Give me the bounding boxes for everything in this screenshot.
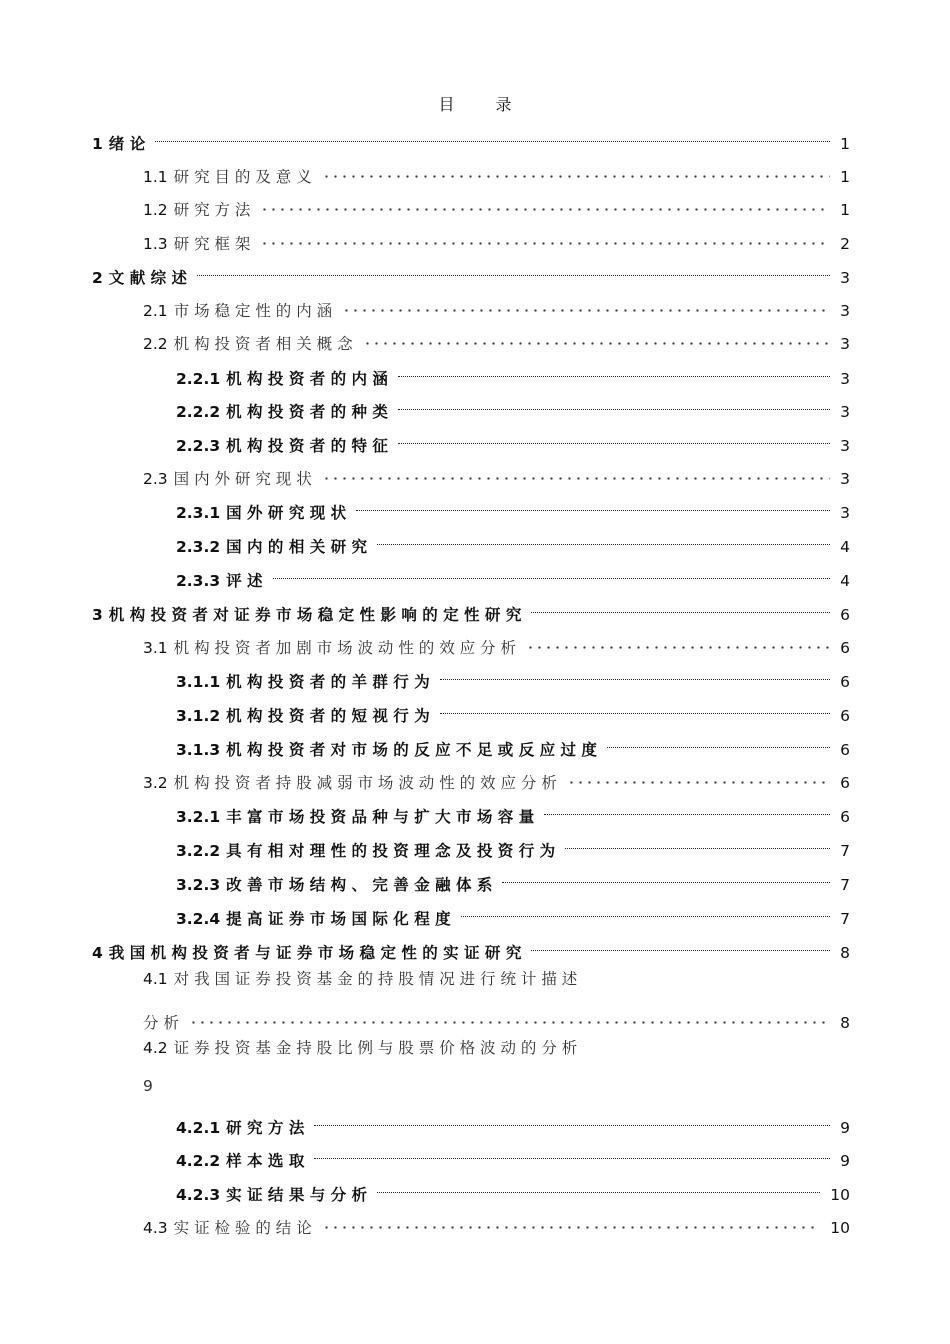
toc-entry[interactable]	[176, 899, 850, 928]
toc-entry-page: 3	[840, 269, 850, 287]
toc-entry[interactable]	[176, 865, 850, 894]
toc-entry-title: 提 高 证 券 市 场 国 际 化 程 度	[226, 910, 451, 928]
toc-entry-number: 3.1	[143, 639, 168, 657]
toc-entry-title: 机 构 投 资 者 的 种 类	[226, 403, 388, 421]
toc-entry[interactable]	[176, 662, 850, 691]
dot-leader	[502, 858, 830, 883]
toc-entry-title: 机 构 投 资 者 对 市 场 的 反 应 不 足 或 反 应 过 度	[226, 741, 597, 759]
toc-entry-title: 国 内 的 相 关 研 究	[226, 538, 368, 556]
toc-entry[interactable]	[92, 933, 850, 962]
dot-leader	[342, 292, 830, 316]
toc-entry-title: 实 证 检 验 的 结 论	[173, 1219, 312, 1237]
toc-entry[interactable]	[143, 629, 850, 657]
dot-leader	[189, 1004, 830, 1028]
toc-entry-number: 1.1	[143, 168, 168, 186]
toc-entry-number: 3.1.3	[176, 741, 221, 759]
toc-entry[interactable]	[143, 158, 850, 186]
toc-entry-page: 8	[840, 944, 850, 962]
toc-entry-title: 丰 富 市 场 投 资 品 种 与 扩 大 市 场 容 量	[226, 808, 535, 826]
dot-leader	[607, 723, 830, 748]
toc-entry-page: 3	[840, 504, 850, 522]
toc-entry-number: 2.1	[143, 302, 168, 320]
toc-entry-number: 2.2.1	[176, 370, 221, 388]
dot-leader	[322, 158, 830, 182]
toc-entry[interactable]	[143, 292, 850, 320]
toc-entry-number: 3.2	[143, 774, 168, 792]
toc-entry-page: 6	[840, 774, 850, 792]
toc-entry-number: 1.3	[143, 235, 168, 253]
toc-entry-title: 机 构 投 资 者 加 剧 市 场 波 动 性 的 效 应 分 析	[173, 639, 516, 657]
toc-entry[interactable]	[176, 730, 850, 759]
toc-entry-continuation[interactable]	[143, 1074, 850, 1098]
toc-entry[interactable]	[176, 1108, 850, 1137]
toc-entry[interactable]	[143, 764, 850, 792]
dot-leader	[356, 486, 830, 511]
toc-entry-title: 样 本 选 取	[226, 1152, 305, 1170]
toc-entry-page: 6	[840, 741, 850, 759]
toc-entry-number: 4.2.2	[176, 1152, 221, 1170]
toc-entry[interactable]	[143, 225, 850, 253]
toc-entry-page: 2	[840, 235, 850, 253]
toc-entry-number: 3.2.3	[176, 876, 221, 894]
toc-entry-number: 3.2.1	[176, 808, 221, 826]
toc-title: 目 录	[438, 95, 530, 114]
toc-entry-title: 实 证 结 果 与 分 析	[226, 1186, 368, 1204]
toc-entry-number: 4.3	[143, 1219, 168, 1237]
toc-entry-title: 国 外 研 究 现 状	[226, 504, 347, 522]
toc-entry-page: 3	[840, 335, 850, 353]
toc-entry[interactable]	[176, 1175, 850, 1204]
toc-entry-number: 2	[92, 269, 103, 287]
dot-leader	[398, 419, 830, 444]
toc-entry-number: 4.1	[143, 970, 168, 988]
dot-leader	[440, 655, 830, 680]
toc-entry-title: 研 究 方 法	[173, 201, 251, 219]
toc-entry-title: 国 内 外 研 究 现 状	[173, 470, 312, 488]
dot-leader	[461, 892, 830, 917]
toc-entry-number: 2.2.3	[176, 437, 221, 455]
toc-entry-page: 10	[830, 1219, 850, 1237]
toc-entry-title: 对 我 国 证 券 投 资 基 金 的 持 股 情 况 进 行 统 计 描 述	[173, 970, 578, 988]
toc-entry-page: 7	[840, 910, 850, 928]
toc-entry[interactable]	[176, 359, 850, 388]
toc-entry-number: 2.3.2	[176, 538, 221, 556]
toc-entry[interactable]	[143, 967, 850, 991]
toc-entry[interactable]	[143, 325, 850, 353]
toc-entry-title: 市 场 稳 定 性 的 内 涵	[173, 302, 333, 320]
toc-entry-page: 6	[840, 707, 850, 725]
toc-entry-page: 3	[840, 470, 850, 488]
toc-entry-page: 3	[840, 302, 850, 320]
toc-entry-page: 9	[840, 1152, 850, 1170]
toc-entry-number: 4	[92, 944, 103, 962]
toc-entry-title: 机 构 投 资 者 的 特 征	[226, 437, 388, 455]
dot-leader	[363, 325, 830, 349]
toc-entry[interactable]	[176, 696, 850, 725]
dot-leader	[565, 824, 830, 849]
toc-entry[interactable]	[176, 561, 850, 590]
toc-entry-continuation[interactable]	[143, 1004, 850, 1032]
toc-entry-number: 3.1.1	[176, 673, 221, 691]
toc-entry[interactable]	[92, 258, 850, 287]
toc-entry-number: 3	[92, 606, 103, 624]
toc-entry-page: 3	[840, 403, 850, 421]
dot-leader	[567, 764, 830, 788]
toc-entry-page: 10	[830, 1186, 850, 1204]
toc-entry-page: 6	[840, 808, 850, 826]
toc-entry-number: 2.3.1	[176, 504, 221, 522]
toc-entry-title: 评 述	[226, 572, 263, 590]
dot-leader	[155, 117, 830, 142]
toc-entry-title: 机 构 投 资 者 持 股 减 弱 市 场 波 动 性 的 效 应 分 析	[173, 774, 557, 792]
toc-entry-title: 机 构 投 资 者 相 关 概 念	[173, 335, 353, 353]
dot-leader	[377, 520, 830, 545]
toc-entry-page: 4	[840, 538, 850, 556]
toc-entry-page: 8	[840, 1014, 850, 1032]
dot-leader	[197, 251, 830, 276]
toc-entry-page: 6	[840, 673, 850, 691]
toc-entry[interactable]	[143, 1209, 850, 1237]
toc-entry-number: 3.2.4	[176, 910, 221, 928]
dot-leader	[544, 790, 830, 815]
dot-leader	[314, 1134, 830, 1159]
toc-entry-page: 1	[840, 201, 850, 219]
toc-entry[interactable]	[92, 124, 850, 153]
toc-entry-title: 研 究 目 的 及 意 义	[173, 168, 312, 186]
toc-entry[interactable]	[92, 595, 850, 624]
toc-entry-continuation-text: 9	[143, 1077, 153, 1095]
dot-leader	[398, 385, 830, 410]
toc-entry[interactable]	[176, 493, 850, 522]
toc-entry-number: 4.2.3	[176, 1186, 221, 1204]
dot-leader	[273, 554, 830, 579]
dot-leader	[322, 460, 830, 484]
toc-entry-title: 我 国 机 构 投 资 者 与 证 券 市 场 稳 定 性 的 实 证 研 究	[108, 944, 522, 962]
toc-entry-title: 机 构 投 资 者 对 证 券 市 场 稳 定 性 影 响 的 定 性 研 究	[108, 606, 522, 624]
toc-entry-number: 1	[92, 135, 103, 153]
toc-entry-title: 绪 论	[108, 135, 146, 153]
toc-entry-title: 文 献 综 述	[108, 269, 187, 287]
toc-entry[interactable]	[143, 460, 850, 488]
dot-leader	[531, 926, 830, 951]
dot-leader	[260, 191, 830, 215]
toc-entry[interactable]	[176, 797, 850, 826]
toc-entry[interactable]	[176, 426, 850, 455]
toc-entry-title: 证 券 投 资 基 金 持 股 比 例 与 股 票 价 格 波 动 的 分 析	[173, 1039, 578, 1057]
toc-entry[interactable]	[176, 831, 850, 860]
toc-entry-number: 2.2	[143, 335, 168, 353]
toc-entry-title: 具 有 相 对 理 性 的 投 资 理 念 及 投 资 行 为	[226, 842, 556, 860]
toc-entry-page: 4	[840, 572, 850, 590]
dot-leader	[398, 352, 830, 377]
dot-leader	[440, 689, 830, 714]
dot-leader	[531, 588, 830, 613]
toc-entry-page: 6	[840, 606, 850, 624]
toc-entry-number: 4.2	[143, 1039, 168, 1057]
toc-entry-page: 7	[840, 876, 850, 894]
toc-entry-title: 研 究 框 架	[173, 235, 251, 253]
toc-entry-number: 1.2	[143, 201, 168, 219]
toc-entry[interactable]	[176, 527, 850, 556]
dot-leader	[260, 225, 830, 249]
dot-leader	[322, 1209, 821, 1233]
dot-leader	[314, 1101, 830, 1126]
dot-leader	[377, 1168, 820, 1193]
toc-entry-number: 2.3	[143, 470, 168, 488]
toc-entry-number: 2.3.3	[176, 572, 221, 590]
toc-entry-number: 3.1.2	[176, 707, 221, 725]
toc-entry-number: 2.2.2	[176, 403, 221, 421]
toc-entry-page: 7	[840, 842, 850, 860]
toc-entry-number: 3.2.2	[176, 842, 221, 860]
dot-leader	[526, 629, 830, 653]
toc-entry-page: 1	[840, 135, 850, 153]
toc-entry-page: 1	[840, 168, 850, 186]
toc-entry-title: 研 究 方 法	[226, 1119, 305, 1137]
toc-entry[interactable]	[143, 1036, 850, 1060]
toc-entry-title: 机 构 投 资 者 的 内 涵	[226, 370, 388, 388]
toc-entry-title: 改 善 市 场 结 构 、 完 善 金 融 体 系	[226, 876, 493, 894]
toc-entry-number: 4.2.1	[176, 1119, 221, 1137]
toc-entry-page: 9	[840, 1119, 850, 1137]
toc-entry[interactable]	[176, 392, 850, 421]
toc-entry-page: 6	[840, 639, 850, 657]
toc-entry-page: 3	[840, 437, 850, 455]
toc-entry-title: 机 构 投 资 者 的 短 视 行 为	[226, 707, 430, 725]
toc-entry[interactable]	[143, 191, 850, 219]
toc-entry[interactable]	[176, 1141, 850, 1170]
toc-entry-continuation-text: 分 析	[143, 1014, 179, 1032]
toc-entry-page: 3	[840, 370, 850, 388]
toc-entry-title: 机 构 投 资 者 的 羊 群 行 为	[226, 673, 430, 691]
